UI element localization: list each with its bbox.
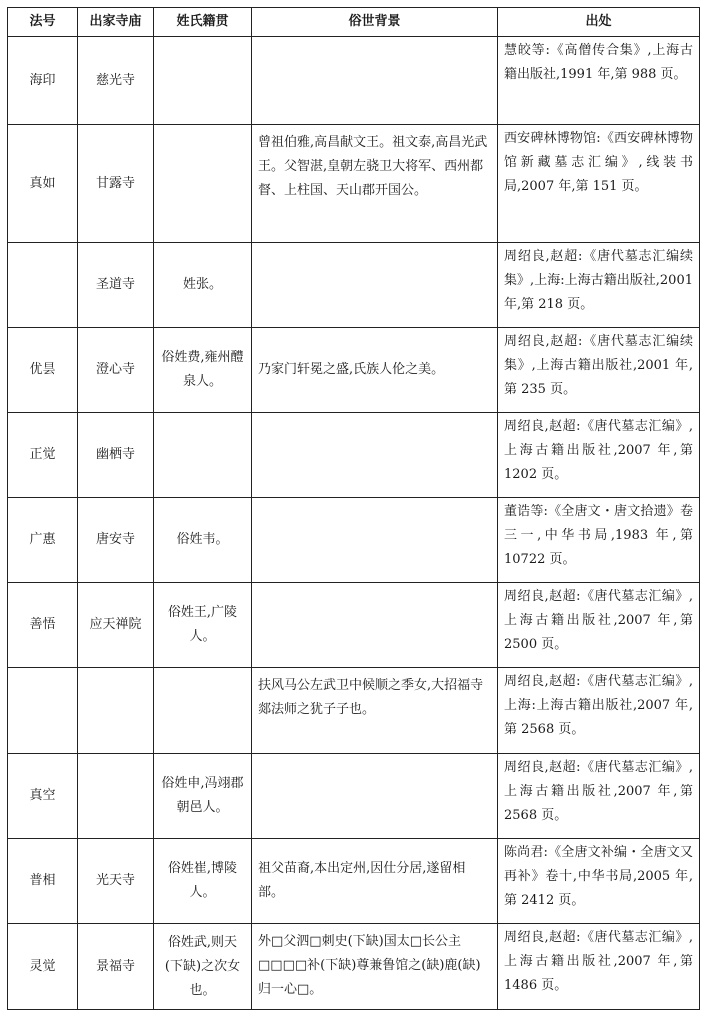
cell-temple: 应天禅院 [78,583,154,668]
cell-source: 周绍良,赵超:《唐代墓志汇编》,上海古籍出版社,2007 年,第 2568 页。 [498,754,700,839]
cell-background [252,243,498,328]
cell-dharma-name: 灵觉 [8,924,78,1010]
cell-dharma-name: 真空 [8,754,78,839]
cell-surname-origin [154,125,252,243]
header-surname-origin: 姓氏籍贯 [154,8,252,37]
table-header-row [8,8,700,37]
cell-temple: 慈光寺 [78,37,154,125]
cell-surname-origin [154,668,252,754]
cell-temple: 圣道寺 [78,243,154,328]
cell-background [252,583,498,668]
cell-background: 乃家门轩冕之盛,氏族人伦之美。 [252,328,498,413]
table-row [8,754,700,839]
cell-temple [78,754,154,839]
cell-surname-origin: 姓张。 [154,243,252,328]
cell-temple: 澄心寺 [78,328,154,413]
table-row [8,668,700,754]
cell-background [252,754,498,839]
cell-surname-origin: 俗姓武,则天(下缺)之次女也。 [154,924,252,1010]
cell-source: 陈尚君:《全唐文补编・全唐文又再补》卷十,中华书局,2005 年,第 2412 页。 [498,839,700,924]
header-secular-background: 俗世背景 [252,8,498,37]
cell-source: 周绍良,赵超:《唐代墓志汇编》,上海:上海古籍出版社,2007 年,第 2568 页。 [498,668,700,754]
cell-background: 扶风马公左武卫中候顺之季女,大招福寺郯法师之犹子子也。 [252,668,498,754]
cell-temple: 光天寺 [78,839,154,924]
cell-dharma-name: 海印 [8,37,78,125]
cell-temple: 唐安寺 [78,498,154,583]
cell-dharma-name: 正觉 [8,413,78,498]
cell-surname-origin: 俗姓韦。 [154,498,252,583]
cell-background: 曾祖伯雅,高昌献文王。祖文泰,高昌光武王。父智湛,皇朝左骁卫大将军、西州都督、上柱国、天山郡开国公。 [252,125,498,243]
cell-dharma-name: 广惠 [8,498,78,583]
cell-surname-origin [154,413,252,498]
cell-background: 祖父苗裔,本出定州,因仕分居,遂留相部。 [252,839,498,924]
header-temple: 出家寺庙 [78,8,154,37]
cell-dharma-name [8,243,78,328]
cell-source: 周绍良,赵超:《唐代墓志汇编续集》,上海古籍出版社,2001 年,第 235 页。 [498,328,700,413]
cell-source: 周绍良,赵超:《唐代墓志汇编》,上海古籍出版社,2007 年,第 2500 页。 [498,583,700,668]
cell-background: 外□父泗□刺史(下缺)国太□长公主□□□□补(下缺)尊兼鲁馆之(缺)鹿(缺)归一心□。 [252,924,498,1010]
cell-temple: 幽栖寺 [78,413,154,498]
cell-source: 周绍良,赵超:《唐代墓志汇编》,上海古籍出版社,2007 年,第 1202 页。 [498,413,700,498]
cell-temple: 甘露寺 [78,125,154,243]
cell-surname-origin: 俗姓申,冯翊郡朝邑人。 [154,754,252,839]
cell-dharma-name: 善悟 [8,583,78,668]
cell-dharma-name: 真如 [8,125,78,243]
table-row [8,125,700,243]
cell-source: 周绍良,赵超:《唐代墓志汇编续集》,上海:上海古籍出版社,2001 年,第 218 页。 [498,243,700,328]
table-row [8,924,700,1010]
cell-background [252,498,498,583]
cell-dharma-name: 优昙 [8,328,78,413]
header-source: 出处 [498,8,700,37]
cell-source: 西安碑林博物馆:《西安碑林博物馆新藏墓志汇编》,线装书局,2007 年,第 151 页。 [498,125,700,243]
table-row [8,583,700,668]
header-dharma-name: 法号 [8,8,78,37]
cell-dharma-name: 普相 [8,839,78,924]
cell-dharma-name [8,668,78,754]
table-row [8,243,700,328]
cell-source: 周绍良,赵超:《唐代墓志汇编》,上海古籍出版社,2007 年,第 1486 页。 [498,924,700,1010]
cell-surname-origin [154,37,252,125]
monks-table [7,7,700,1010]
cell-surname-origin: 俗姓费,雍州醴泉人。 [154,328,252,413]
cell-background [252,37,498,125]
cell-surname-origin: 俗姓崔,博陵人。 [154,839,252,924]
table-row [8,498,700,583]
cell-temple [78,668,154,754]
cell-source: 慧皎等:《高僧传合集》,上海古籍出版社,1991 年,第 988 页。 [498,37,700,125]
cell-temple: 景福寺 [78,924,154,1010]
cell-surname-origin: 俗姓王,广陵人。 [154,583,252,668]
cell-source: 董诰等:《全唐文・唐文拾遗》卷三一,中华书局,1983 年,第 10722 页。 [498,498,700,583]
table-row [8,839,700,924]
table-row [8,328,700,413]
table-row [8,37,700,125]
cell-background [252,413,498,498]
table-row [8,413,700,498]
